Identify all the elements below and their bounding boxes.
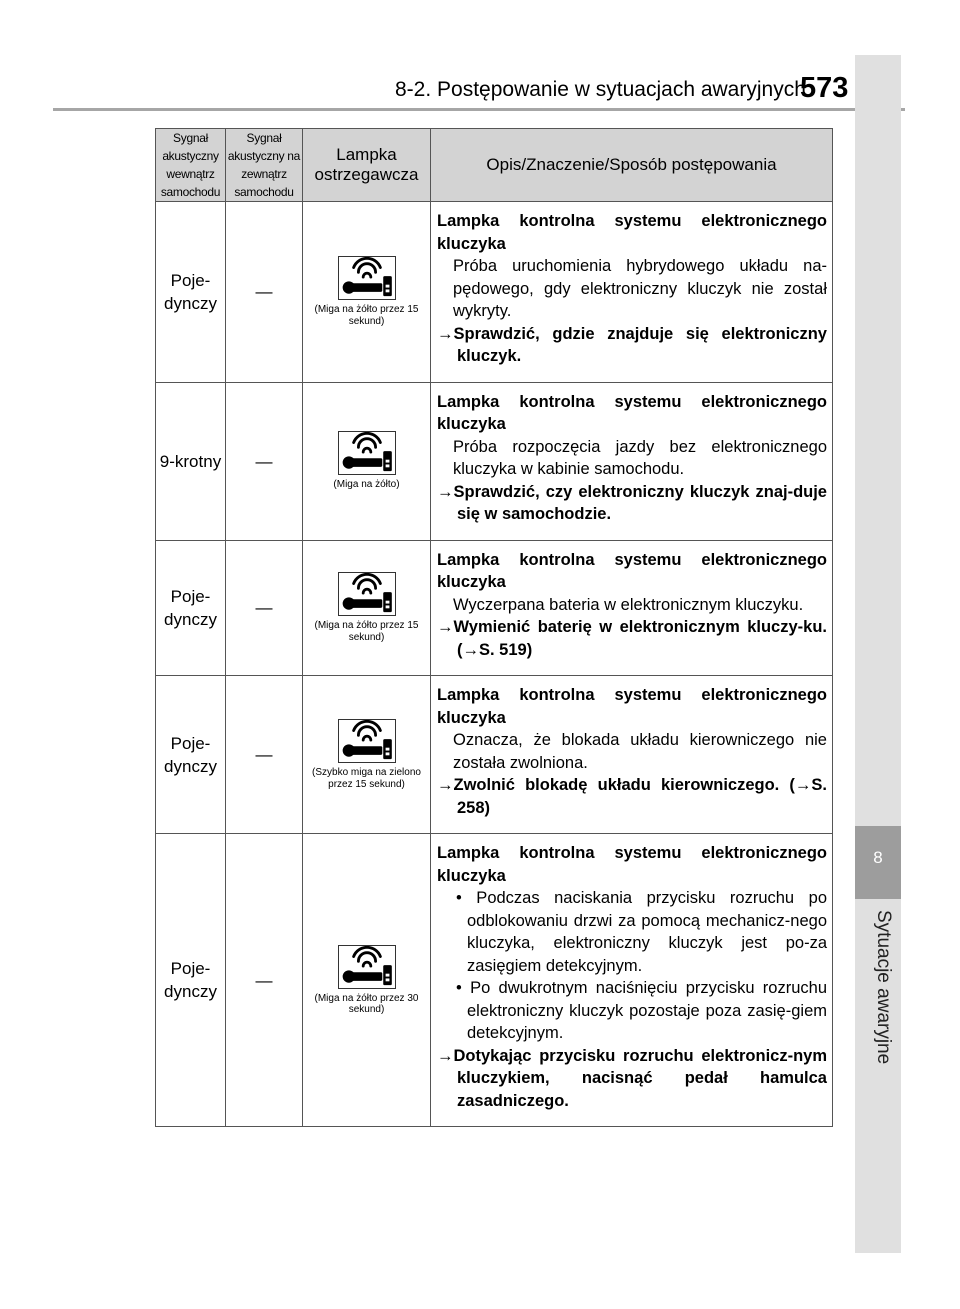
table-row (156, 676, 833, 834)
signal-inside-cell (156, 202, 226, 383)
corrective-action (437, 616, 827, 661)
signal-outside-text: — (255, 745, 273, 764)
warning-lamp-cell (303, 382, 431, 540)
signal-inside-cell (156, 676, 226, 834)
lamp-caption: (Miga na żółto) (333, 479, 400, 491)
lamp-description: Próba uruchomienia hybrydowego układu na-pędowego, gdy elektroniczny kluczyk nie został wykryty. (453, 257, 827, 320)
lamp-caption: (Szybko miga na zielono przez 15 sekund) (312, 767, 421, 790)
lamp-caption: (Miga na żółto przez 15 sekund) (314, 304, 419, 327)
corrective-action (437, 1045, 827, 1113)
description-cell (431, 540, 833, 676)
signal-inside-text: Poje- dynczy (164, 586, 217, 629)
corrective-action-text: Wymienić baterię w elektronicznym kluczy-ku. (→S. 519) (453, 618, 827, 659)
description-bullet: • Podczas naciskania przycisku rozruchu po odblokowaniu drzwi za pomocą mechanicz-nego kluczyka, elektroniczny kluczyk jest po-za zasięgiem detekcyjnym. (456, 889, 827, 975)
arrow-right-icon: → (437, 618, 454, 636)
table-row (156, 202, 833, 383)
signal-inside-text: 9-krotny (159, 451, 222, 471)
page-number: 573 (800, 72, 849, 104)
signal-outside-text: — (255, 598, 273, 618)
warning-lamp-cell (303, 540, 431, 676)
warning-lamp-cell (303, 834, 431, 1127)
corrective-action (437, 774, 827, 819)
signal-outside-cell (226, 540, 303, 676)
section-title: 8-2. Postępowanie w sytuacjach awaryjnych (395, 78, 806, 101)
description-cell (431, 202, 833, 383)
signal-inside-text: Poje- dynczy (164, 959, 217, 1001)
lamp-title: Lampka kontrolna systemu elektronicznego kluczyka (437, 686, 827, 727)
signal-outside-cell (226, 202, 303, 383)
lamp-title: Lampka kontrolna systemu elektronicznego kluczyka (437, 392, 827, 433)
lamp-title: Lampka kontrolna systemu elektronicznego kluczyka (437, 550, 827, 591)
table-header-row (156, 129, 833, 202)
lamp-title: Lampka kontrolna systemu elektronicznego kluczyka (437, 844, 827, 885)
smart-key-warning-icon (338, 572, 396, 616)
arrow-right-icon: → (437, 324, 454, 343)
header-divider (53, 108, 905, 111)
chapter-number: 8 (873, 848, 883, 867)
arrow-right-icon: → (437, 482, 454, 501)
lamp-description: Wyczerpana bateria w elektronicznym kluczyku. (453, 595, 804, 614)
signal-inside-cell (156, 834, 226, 1127)
description-bullet: • Po dwukrotnym naciśnięciu przycisku rozruchu elektroniczny kluczyk pozostaje poza zasię-giem detekcyjnym. (456, 979, 827, 1042)
chapter-label: Sytuacje awaryjne (873, 910, 894, 1065)
smart-key-warning-icon (338, 945, 396, 989)
description-cell (431, 676, 833, 834)
signal-inside-text: Poje- dynczy (164, 733, 217, 776)
corrective-action-text: Sprawdzić, czy elektroniczny kluczyk znaj-duje się w samochodzie. (453, 482, 827, 523)
arrow-right-icon: → (437, 1046, 454, 1065)
table-row (156, 382, 833, 540)
description-cell (431, 382, 833, 540)
header-description: Opis/Znaczenie/Sposób postępowania (431, 129, 833, 202)
lamp-description: Oznacza, że blokada układu kierowniczego nie została zwolniona. (453, 731, 827, 772)
lamp-title: Lampka kontrolna systemu elektronicznego kluczyka (437, 212, 827, 253)
signal-outside-cell (226, 834, 303, 1127)
table-row (156, 834, 833, 1127)
smart-key-warning-icon (338, 256, 396, 300)
smart-key-warning-icon (338, 431, 396, 475)
corrective-action-text: Zwolnić blokadę układu kierowniczego. (→S. 258) (453, 776, 827, 817)
signal-outside-text: — (255, 282, 273, 302)
smart-key-warning-icon (338, 719, 396, 763)
warning-lamp-cell (303, 202, 431, 383)
table-row (156, 540, 833, 676)
signal-outside-text: — (255, 970, 273, 990)
signal-outside-text: — (255, 451, 273, 471)
signal-inside-cell (156, 540, 226, 676)
corrective-action-text: Sprawdzić, gdzie znajduje się elektroniczny kluczyk. (453, 324, 827, 365)
signal-inside-text: Poje- dynczy (164, 270, 217, 313)
lamp-caption: (Miga na żółto przez 30 sekund) (314, 992, 419, 1015)
corrective-action (437, 481, 827, 526)
warning-lamp-cell (303, 676, 431, 834)
description-cell (431, 834, 833, 1127)
signal-outside-cell (226, 382, 303, 540)
corrective-action-text: Dotykając przycisku rozruchu elektronicz-nym kluczykiem, nacisnąć pedał hamulca zasadniczego. (453, 1046, 827, 1110)
warning-buzzer-table (155, 128, 833, 1127)
header-signal-inside: Sygnał akustyczny wewnątrz samochodu (156, 129, 226, 202)
lamp-caption: (Miga na żółto przez 15 sekund) (314, 620, 419, 643)
header-signal-outside: Sygnał akustyczny na zewnątrz samochodu (226, 129, 303, 202)
arrow-right-icon: → (437, 776, 454, 794)
lamp-description: Próba rozpoczęcia jazdy bez elektronicznego kluczyka w kabinie samochodu. (453, 437, 827, 478)
signal-outside-cell (226, 676, 303, 834)
signal-inside-cell (156, 382, 226, 540)
corrective-action (437, 323, 827, 368)
header-warning-lamp: Lampka ostrzegawcza (303, 129, 431, 202)
